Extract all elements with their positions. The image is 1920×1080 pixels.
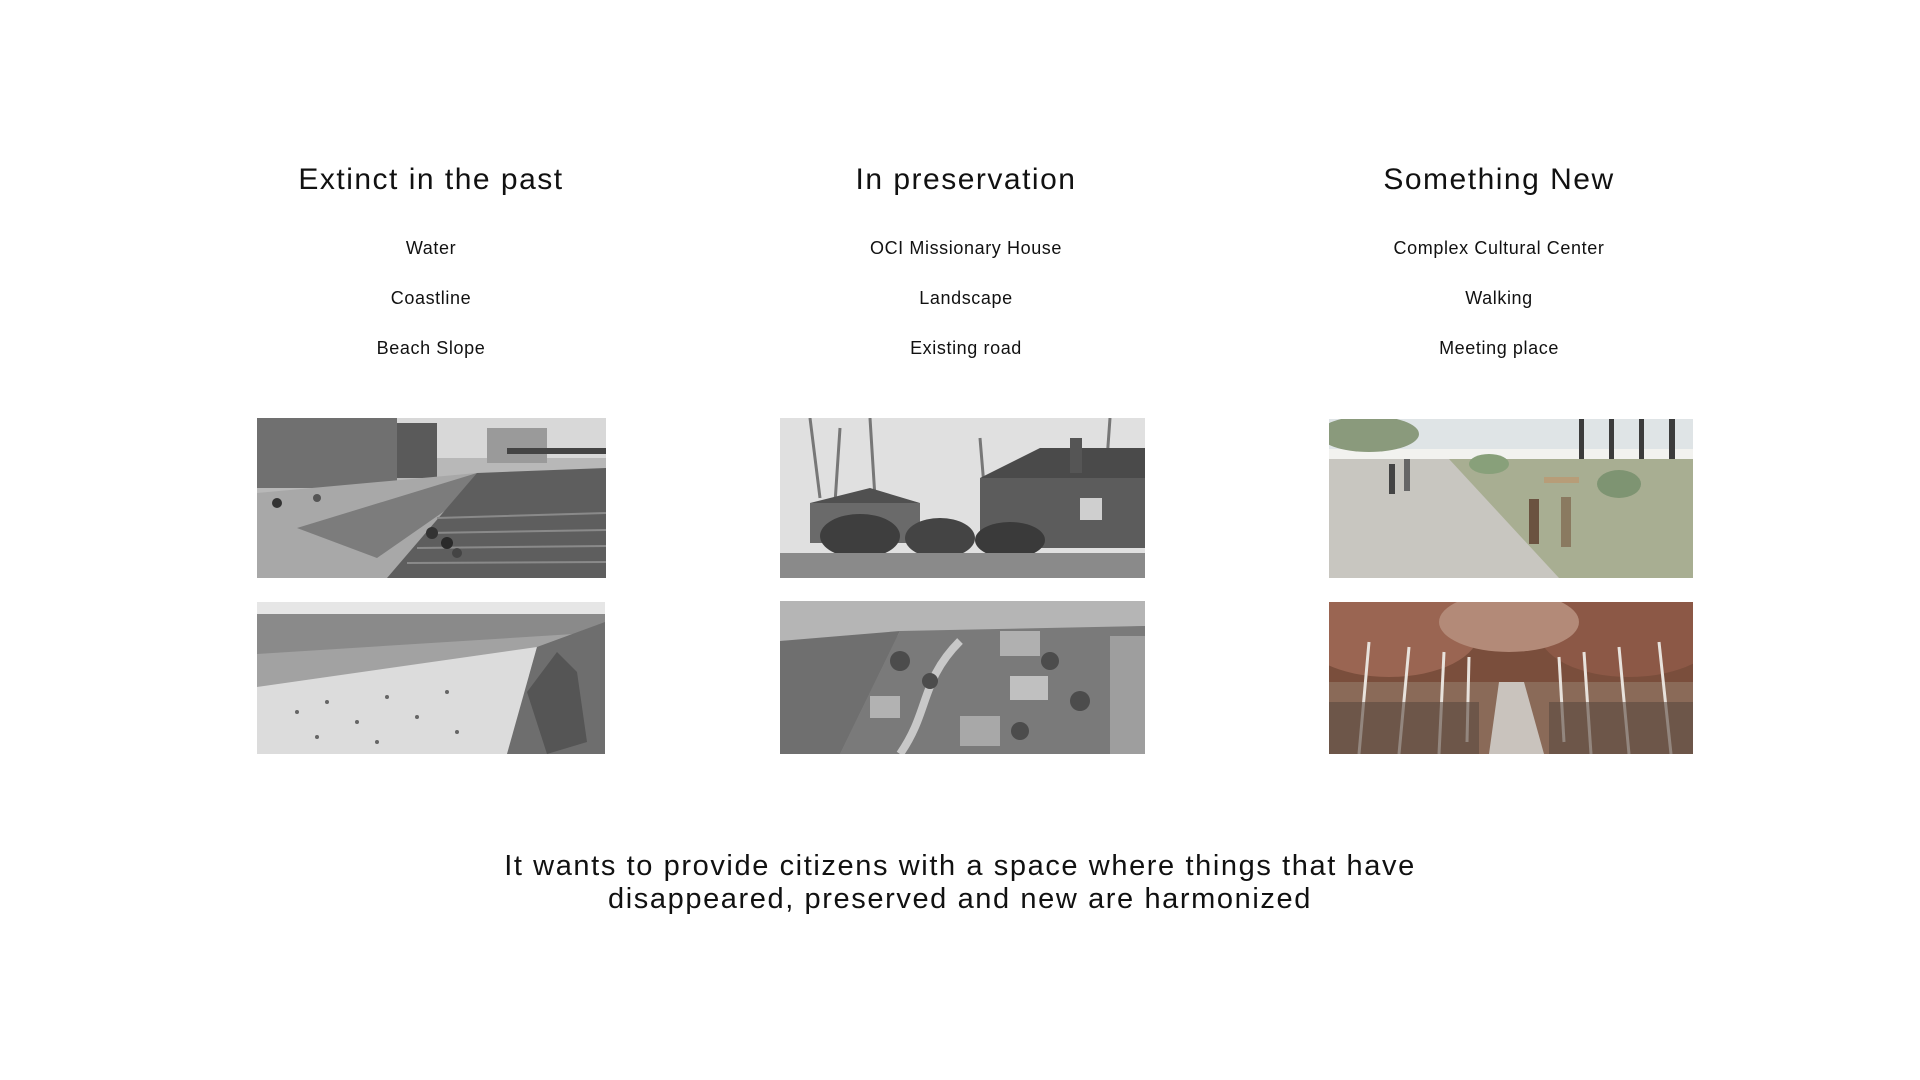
beach-cliff-photo (257, 602, 605, 754)
list-item: Water (405, 238, 457, 258)
plaza-rendering-photo (1329, 419, 1693, 578)
column-title: In preservation (855, 163, 1077, 196)
caption (300, 850, 1620, 916)
missionary-house-photo (780, 418, 1145, 578)
list-item: Meeting place (1439, 338, 1559, 358)
column-something-new (1239, 160, 1759, 387)
list-item: Beach Slope (376, 338, 486, 358)
list-item: Complex Cultural Center (1393, 238, 1605, 258)
column-extinct (171, 160, 691, 387)
column-preservation (706, 160, 1226, 387)
column-title: Something New (1383, 163, 1615, 196)
caption-line-1: It wants to provide citizens with a space where things that have (504, 850, 1416, 882)
item-list (706, 237, 1226, 387)
list-item: Landscape (919, 288, 1013, 308)
item-list (171, 237, 691, 387)
tree-lined-path-photo (1329, 602, 1693, 754)
list-item: Walking (1465, 288, 1533, 308)
riverside-steps-photo (257, 418, 606, 578)
list-item: Coastline (390, 288, 472, 308)
aerial-garden-photo (780, 601, 1145, 754)
column-title: Extinct in the past (298, 163, 564, 196)
list-item: Existing road (910, 338, 1022, 358)
item-list (1239, 237, 1759, 387)
caption-line-2: disappeared, preserved and new are harmonized (608, 883, 1312, 915)
list-item: OCI Missionary House (869, 238, 1063, 258)
